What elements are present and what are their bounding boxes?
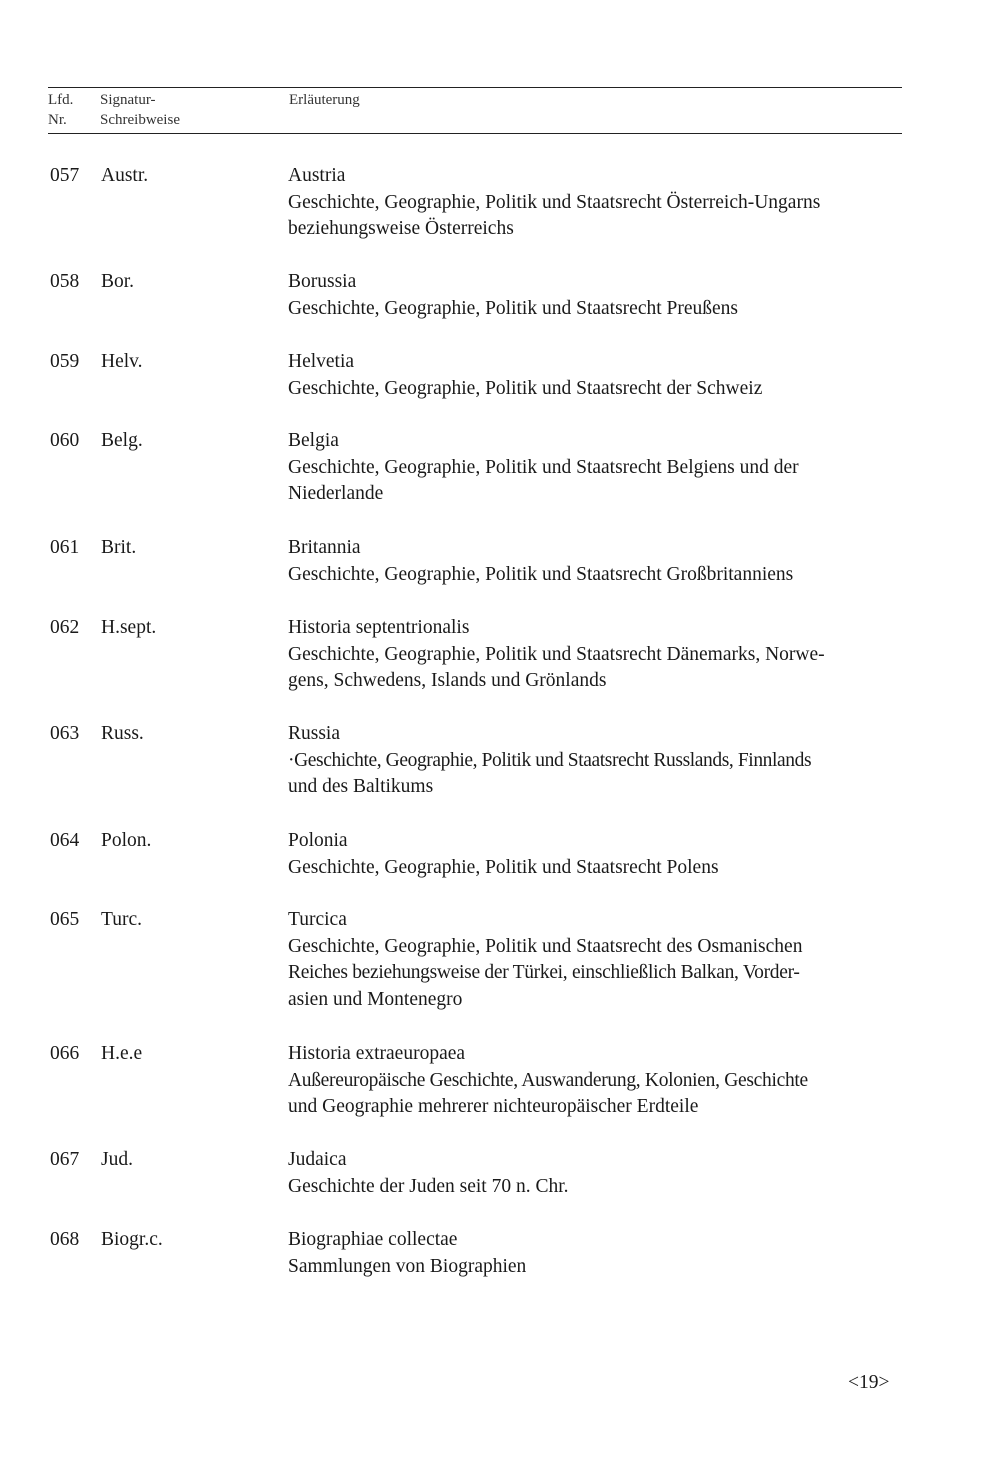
entry-title: Judaica xyxy=(288,1149,347,1170)
entry-description-line: Geschichte, Geographie, Politik und Staatsrecht der Schweiz xyxy=(288,377,763,399)
header-col-nr-line: Lfd. xyxy=(48,92,74,108)
entry-description-line: Außereuropäische Geschichte, Auswanderung, Kolonien, Geschichte xyxy=(288,1069,808,1091)
entry-explanation xyxy=(288,428,902,508)
entry-number: 058 xyxy=(50,271,80,292)
entry-description-line: und Geographie mehrerer nichteuropäischer Erdteile xyxy=(288,1096,699,1117)
entry-number: 067 xyxy=(50,1149,80,1170)
entry-description-line: Geschichte, Geographie, Politik und Staatsrecht Polens xyxy=(288,856,719,878)
entry-description-line: Geschichte, Geographie, Politik und Staatsrecht Belgiens und der xyxy=(288,456,799,478)
entry-number: 066 xyxy=(50,1043,80,1064)
header-col-signatur-line: Schreibweise xyxy=(100,112,180,128)
entry-number: 062 xyxy=(50,617,80,638)
entry-signature: Helv. xyxy=(101,351,143,372)
entry-explanation xyxy=(288,721,902,801)
entry-explanation xyxy=(288,1041,902,1121)
entry-explanation xyxy=(288,349,902,402)
page-number: <19> xyxy=(848,1372,890,1393)
header-rule-bottom xyxy=(48,133,902,134)
entry-signature: H.sept. xyxy=(101,617,157,638)
entry-title: Belgia xyxy=(288,430,339,451)
entry-explanation xyxy=(288,1227,902,1280)
entry-description-line: Geschichte, Geographie, Politik und Staatsrecht Preußens xyxy=(288,297,739,319)
entry-title: Historia septentrionalis xyxy=(288,617,470,638)
entry-explanation xyxy=(288,828,902,881)
entry-description-line: Geschichte, Geographie, Politik und Staatsrecht Großbritanniens xyxy=(288,563,794,585)
entry-title: Helvetia xyxy=(288,351,355,372)
entry-number: 063 xyxy=(50,723,80,744)
entry-number: 057 xyxy=(50,165,80,186)
entry-title: Historia extraeuropaea xyxy=(288,1043,466,1064)
entry-explanation xyxy=(288,163,902,243)
entry-title: Turcica xyxy=(288,909,347,930)
entry-signature: Russ. xyxy=(101,723,144,744)
entry-signature: Bor. xyxy=(101,271,135,292)
entry-signature: Austr. xyxy=(101,165,149,186)
entry-signature: Turc. xyxy=(101,909,142,930)
entry-title: Russia xyxy=(288,723,341,744)
entry-title: Britannia xyxy=(288,537,361,558)
header-col-nr-line: Nr. xyxy=(48,112,67,128)
entry-description-line: Geschichte der Juden seit 70 n. Chr. xyxy=(288,1175,569,1197)
header-col-signatur-line: Signatur- xyxy=(100,92,156,108)
entry-description-line: und des Baltikums xyxy=(288,776,434,797)
entry-number: 065 xyxy=(50,909,80,930)
entry-description-line: asien und Montenegro xyxy=(288,988,463,1010)
header-rule-top xyxy=(48,87,902,88)
header-col-erlaeuterung: Erläuterung xyxy=(289,92,360,108)
entry-description-line: Niederlande xyxy=(288,483,384,504)
entry-title: Biographiae collectae xyxy=(288,1229,458,1250)
entry-signature: Jud. xyxy=(101,1149,133,1170)
entry-description-line: Geschichte, Geographie, Politik und Staatsrecht Österreich-Ungarns xyxy=(288,191,821,213)
entry-description-line: beziehungsweise Österreichs xyxy=(288,218,514,239)
entry-signature: Brit. xyxy=(101,537,137,558)
entry-number: 060 xyxy=(50,430,80,451)
entry-explanation xyxy=(288,615,902,695)
entry-explanation xyxy=(288,535,902,588)
header-col-nr xyxy=(48,90,73,130)
header-col-signatur xyxy=(100,90,180,130)
entry-description-line: Geschichte, Geographie, Politik und Staatsrecht Dänemarks, Norwe- xyxy=(288,643,825,665)
entry-description-line: Geschichte, Geographie, Politik und Staatsrecht des Osmanischen xyxy=(288,935,803,957)
entry-explanation xyxy=(288,1147,902,1200)
entry-number: 061 xyxy=(50,537,80,558)
entry-title: Austria xyxy=(288,165,346,186)
entry-explanation xyxy=(288,269,902,322)
entry-title: Polonia xyxy=(288,830,348,851)
entry-explanation xyxy=(288,907,902,1013)
entry-signature: Polon. xyxy=(101,830,152,851)
entry-description-line: ·Geschichte, Geographie, Politik und Staatsrecht Russlands, Finnlands xyxy=(288,749,812,771)
entry-signature: Belg. xyxy=(101,430,143,451)
entry-title: Borussia xyxy=(288,271,357,292)
entry-signature: H.e.e xyxy=(101,1043,143,1064)
entry-number: 064 xyxy=(50,830,80,851)
entry-description-line: gens, Schwedens, Islands und Grönlands xyxy=(288,670,607,691)
entry-description-line: Sammlungen von Biographien xyxy=(288,1255,527,1277)
entry-signature: Biogr.c. xyxy=(101,1229,163,1250)
entry-number: 068 xyxy=(50,1229,80,1250)
entry-number: 059 xyxy=(50,351,80,372)
entry-description-line: Reiches beziehungsweise der Türkei, einschließlich Balkan, Vorder- xyxy=(288,962,800,983)
